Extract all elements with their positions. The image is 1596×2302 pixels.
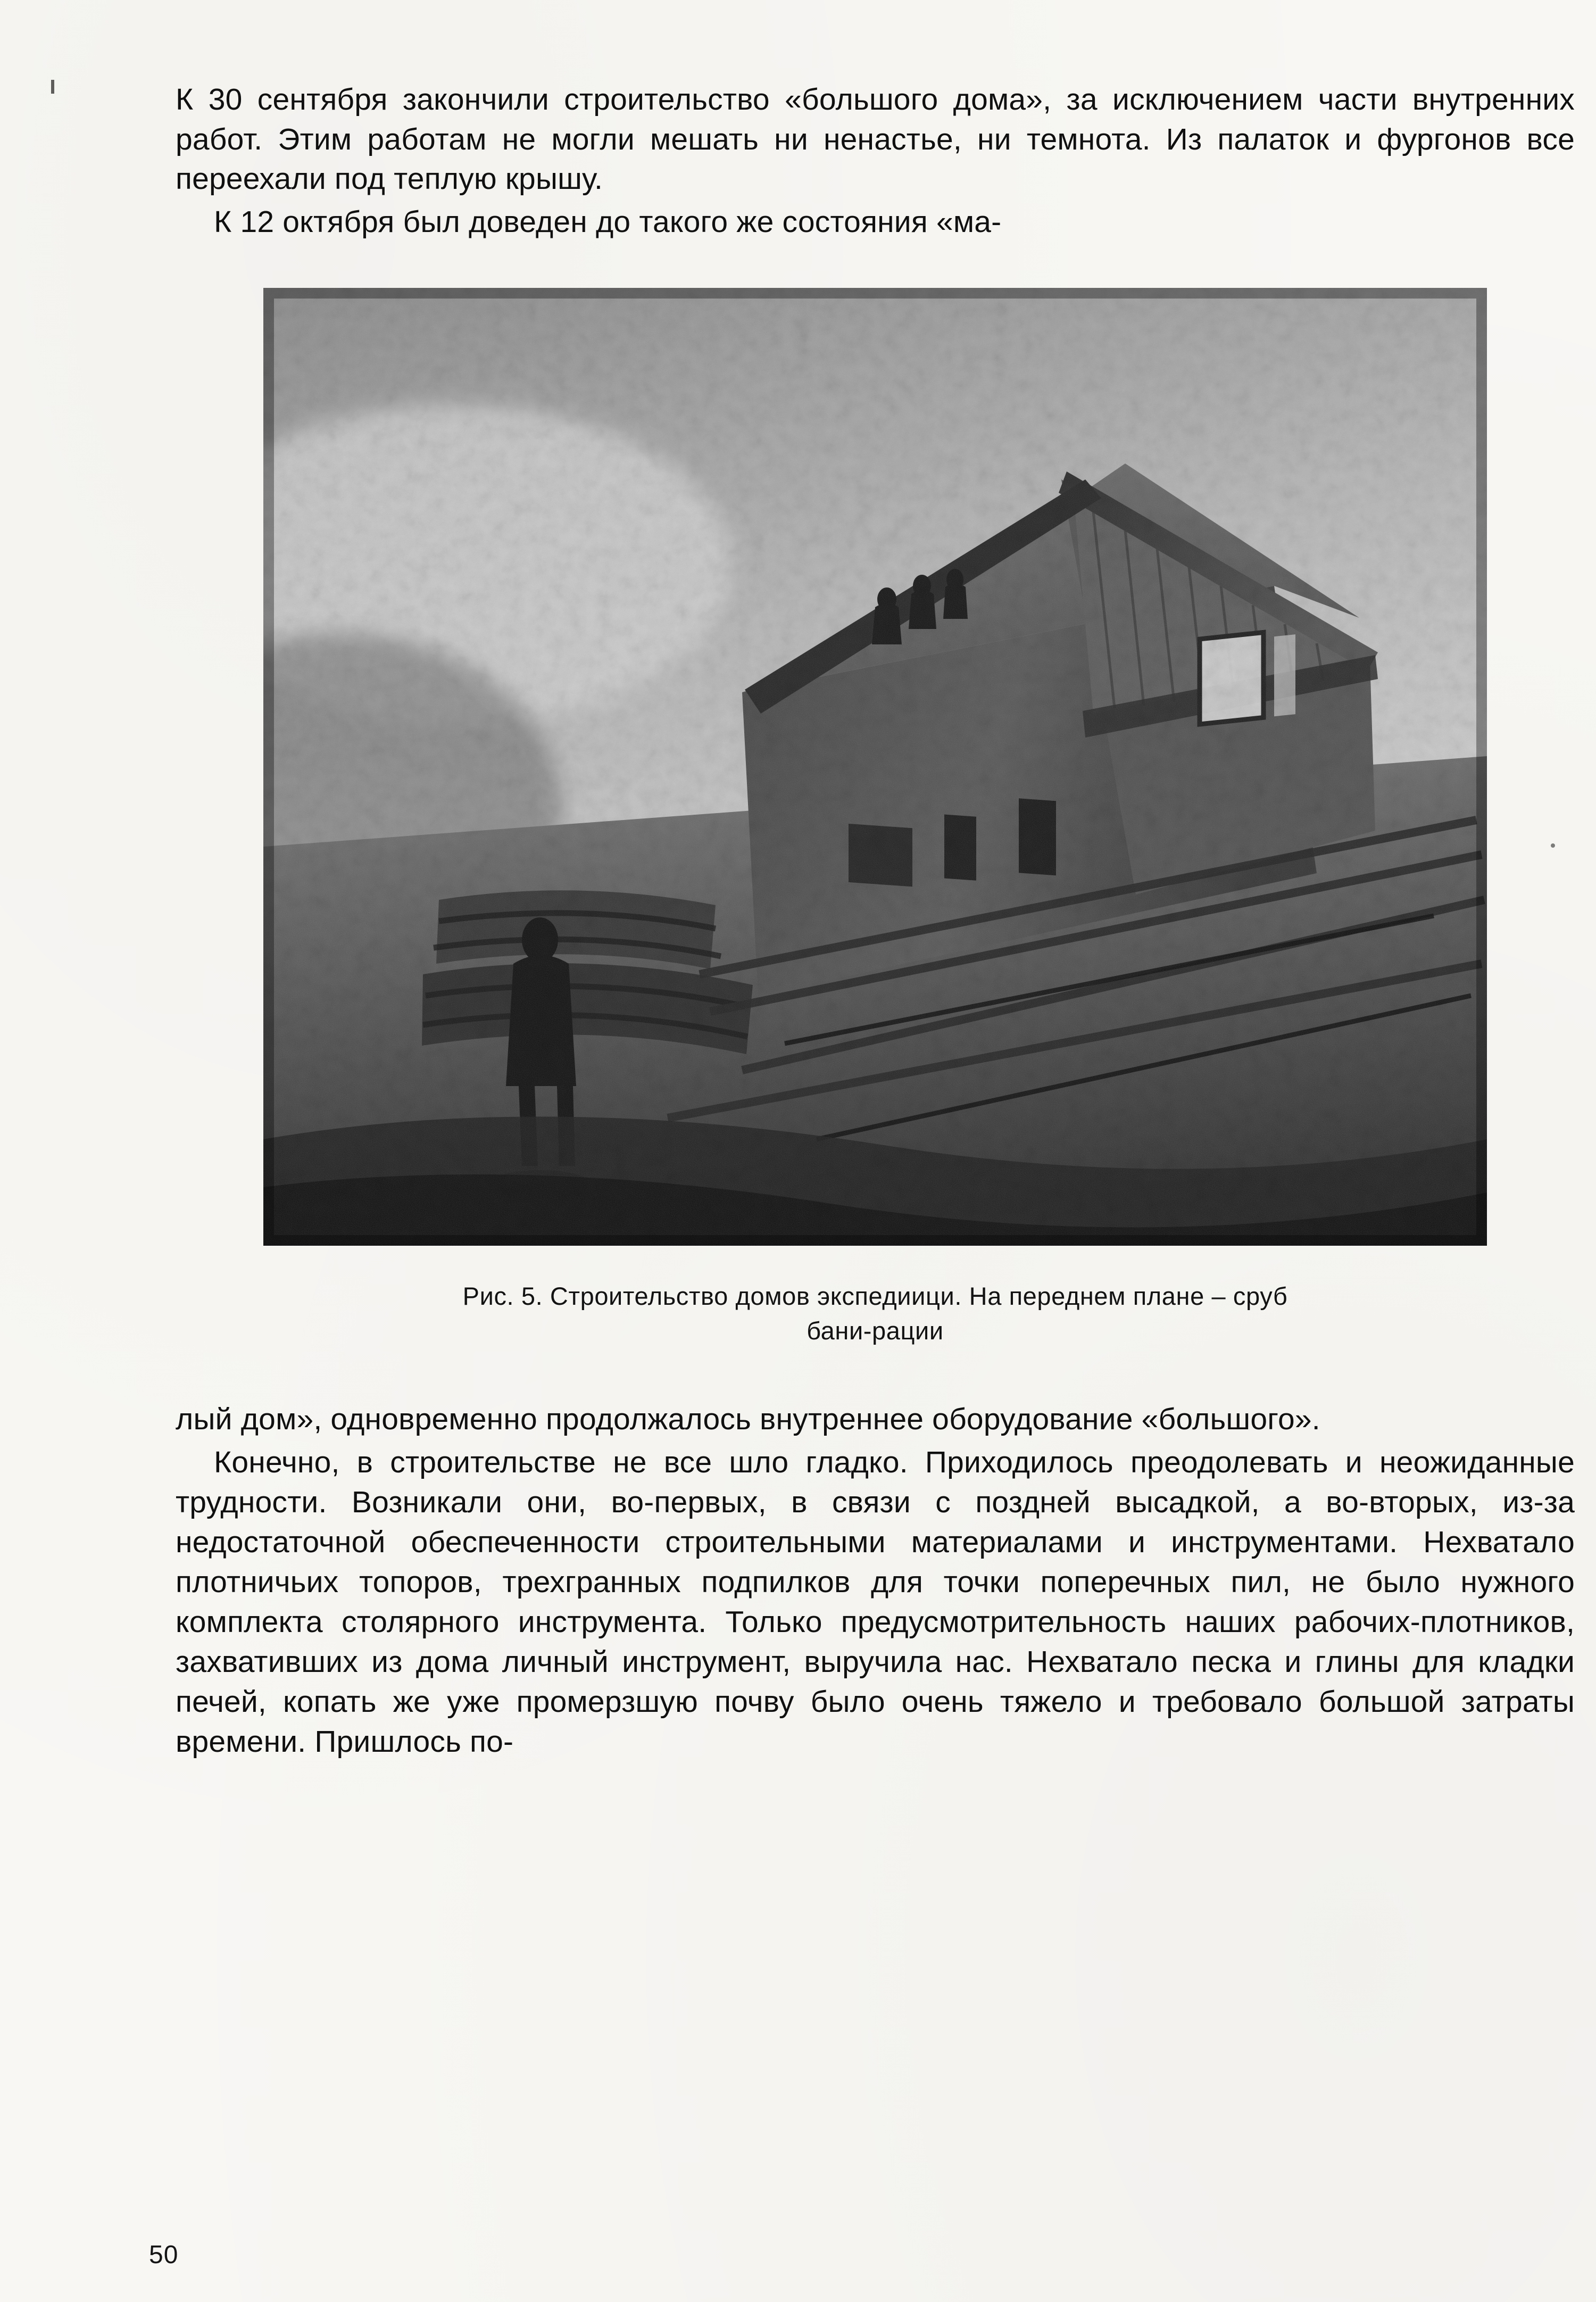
figure-5 xyxy=(176,288,1575,1349)
photo-expedition-house-construction xyxy=(263,288,1487,1246)
scan-edge-mark xyxy=(51,80,54,94)
figure-caption-line-1: Рис. 5. Строительство домов экспедиици. На переднем плане – сруб xyxy=(462,1281,1288,1310)
paragraph-bottom-1: лый дом», одновременно продолжалось внутреннее оборудование «большого». xyxy=(176,1402,1320,1437)
lower-text-block xyxy=(176,1400,1575,1762)
paragraph-bottom-2: Конечно, в строительстве не все шло гладко. Приходилось преодолевать и неожиданные трудности. Возникали они, во-первых, в связи с поздней высадкой, а во-вторых, из-за недостаточной обеспеченности строительными материалами и инструментами. Нехватало плотничьих топоров, трехгранных подпилков для точки поперечных пил, не было нужного комплекта столярного инструмента. Только предусмотрительность наших рабочих-плотников, захвативших из дома личный инструмент, выручила нас. Нехватало песка и глины для кладки печей, копать же уже промерзшую почву было очень тяжело и требовало большой затраты времени. Пришлось по- xyxy=(176,1445,1575,1759)
paragraph-top-1: К 30 сентября закончили строительство «большого дома», за исключением части внутренних работ. Этим работам не могли мешать ни ненастье, ни темнота. Из палаток и фургонов все переехали под теплую крышу. xyxy=(176,82,1575,196)
paragraph-top-2: К 12 октября был доведен до такого же состояния «ма- xyxy=(214,204,1002,239)
figure-caption-line-2: бани-рации xyxy=(807,1316,944,1345)
page-number: 50 xyxy=(149,2241,179,2269)
figure-caption xyxy=(176,1279,1575,1349)
page-content xyxy=(176,80,1575,1762)
